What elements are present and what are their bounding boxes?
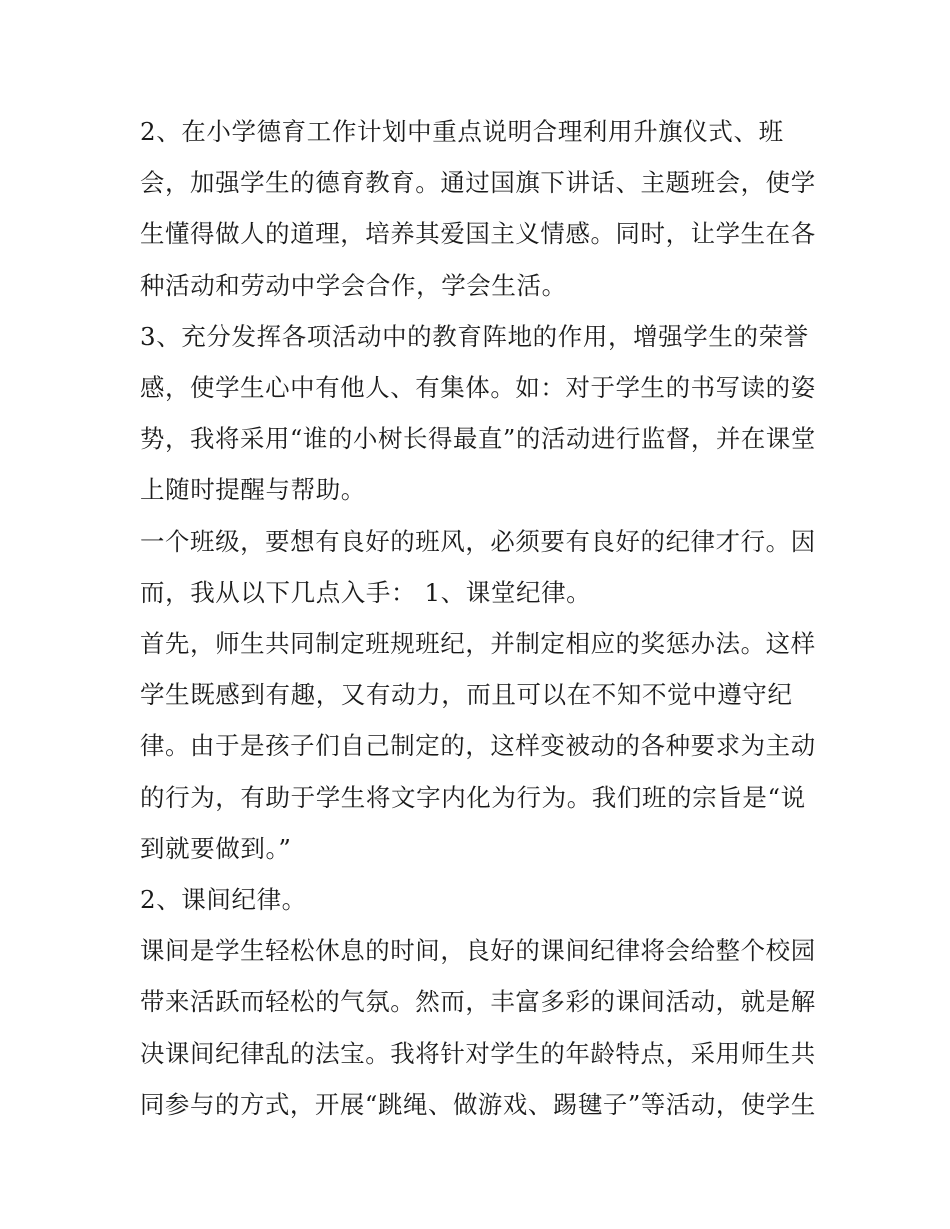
text-line: 上随时提醒与帮助。 [140, 475, 366, 505]
text-line: 带来活跃而轻松的气氛。然而，丰富多彩的课间活动，就是解 [140, 987, 816, 1017]
paragraph-break-activities [140, 925, 816, 1130]
text-line: 生懂得做人的道理，培养其爱国主义情感。同时，让学生在各 [140, 219, 816, 249]
text-line: 一个班级，要想有良好的班风，必须要有良好的纪律才行。因 [140, 526, 816, 556]
text-line: 而，我从以下几点入手： 1、课堂纪律。 [140, 577, 592, 607]
text-line: 的行为，有助于学生将文字内化为行为。我们班的宗旨是“说 [140, 782, 806, 812]
text-line: 律。由于是孩子们自己制定的，这样变被动的各种要求为主动 [140, 731, 816, 761]
text-line: 首先，师生共同制定班规班纪，并制定相应的奖惩办法。这样 [140, 629, 816, 659]
text-line: 学生既感到有趣，又有动力，而且可以在不知不觉中遵守纪 [140, 680, 793, 710]
text-line: 感，使学生心中有他人、有集体。如：对于学生的书写读的姿 [140, 373, 816, 403]
heading-break-discipline [140, 874, 816, 925]
paragraph-class-discipline-intro [140, 516, 816, 618]
paragraph-activities-role [140, 311, 816, 516]
text-line: 课间是学生轻松休息的时间，良好的课间纪律将会给整个校园 [140, 936, 816, 966]
paragraph-class-rules [140, 618, 816, 874]
text-line: 同参与的方式，开展“跳绳、做游戏、踢毽子”等活动，使学生 [140, 1089, 816, 1119]
text-line: 决课间纪律乱的法宝。我将针对学生的年龄特点，采用师生共 [140, 1038, 816, 1068]
text-line: 2、课间纪律。 [140, 885, 307, 915]
text-line: 势，我将采用“谁的小树长得最直”的活动进行监督，并在课堂 [140, 424, 816, 454]
text-line: 2、在小学德育工作计划中重点说明合理利用升旗仪式、班 [140, 117, 784, 146]
text-line: 种活动和劳动中学会合作，学会生活。 [140, 270, 567, 300]
document-body [140, 106, 816, 1130]
text-line: 3、充分发挥各项活动中的教育阵地的作用，增强学生的荣誉 [140, 321, 809, 351]
text-line: 到就要做到。” [140, 833, 292, 863]
paragraph-moral-education-plan [140, 106, 816, 311]
text-line: 会，加强学生的德育教育。通过国旗下讲话、主题班会，使学 [140, 168, 816, 198]
